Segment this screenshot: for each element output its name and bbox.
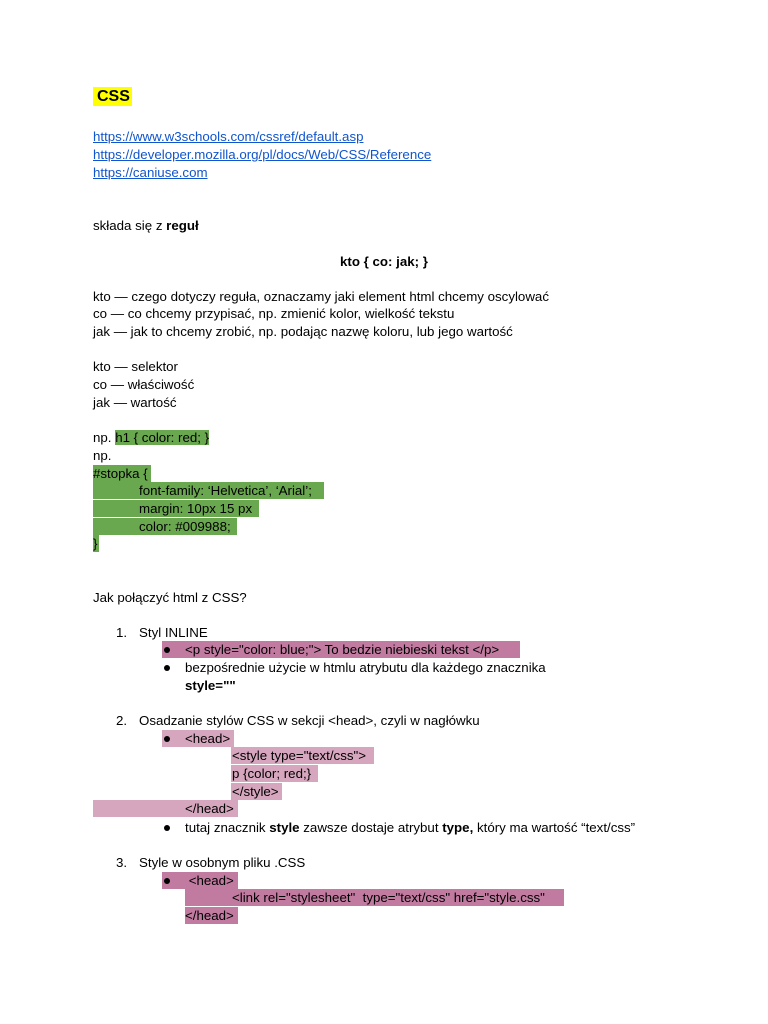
bullet-icon	[164, 647, 170, 653]
page-title: CSS	[93, 87, 132, 106]
method3-line-head-open: <head>	[185, 873, 234, 888]
definition-jak: jak — jak to chcemy zrobić, np. podając nazwę koloru, lub jego wartość	[93, 324, 513, 339]
method3-line-head-close: </head>	[185, 908, 234, 923]
method1-code: <p style="color: blue;"> To bedzie niebieski tekst </p>	[185, 642, 500, 657]
method3-title: Style w osobnym pliku .CSS	[139, 855, 306, 870]
method2-line-rule: p {color; red;}	[232, 766, 312, 781]
bullet-icon	[164, 825, 170, 831]
method1-note: bezpośrednie użycie w htmlu atrybutu dla każdego znacznika	[185, 660, 546, 675]
rule-formula: kto { co: jak; }	[340, 254, 428, 269]
bullet-icon	[164, 878, 170, 884]
example1-line: np. h1 { color: red; }	[93, 430, 210, 445]
intro-line: składa się z reguł	[93, 218, 199, 233]
example2-prop-font: font-family: ‘Helvetica’, ‘Arial’;	[139, 483, 312, 498]
term-kto: kto — selektor	[93, 359, 178, 374]
term-co: co — właściwość	[93, 377, 195, 392]
method1-title: Styl INLINE	[139, 625, 208, 640]
method2-line-head-open: <head>	[185, 731, 231, 746]
example2-prefix: np.	[93, 448, 112, 463]
method2-note: tutaj znacznik style zawsze dostaje atrybut type, który ma wartość “text/css”	[185, 820, 636, 835]
method3-number: 3.	[116, 855, 128, 870]
example2-prop-margin: margin: 10px 15 px	[139, 501, 253, 516]
term-jak: jak — wartość	[93, 395, 177, 410]
method2-line-style-close: </style>	[232, 784, 279, 799]
example2-close: }	[93, 536, 98, 551]
method3-line-link: <link rel="stylesheet" type="text/css" href="style.css"	[232, 890, 545, 905]
bullet-icon	[164, 736, 170, 742]
link-mdn[interactable]: https://developer.mozilla.org/pl/docs/Web/CSS/Reference	[93, 147, 432, 162]
link-caniuse[interactable]: https://caniuse.com	[93, 165, 208, 180]
definition-kto: kto — czego dotyczy reguła, oznaczamy jaki element html chcemy oscylować	[93, 289, 549, 304]
method2-title: Osadzanie stylów CSS w sekcji <head>, czyli w nagłówku	[139, 713, 480, 728]
definition-co: co — co chcemy przypisać, np. zmienić kolor, wielkość tekstu	[93, 306, 455, 321]
example2-selector: #stopka {	[93, 466, 148, 481]
example2-prop-color: color: #009988;	[139, 519, 231, 534]
section-question: Jak połączyć html z CSS?	[93, 590, 247, 605]
method1-note-bold: style=""	[185, 678, 236, 693]
method2-line-style-open: <style type="text/css">	[232, 748, 366, 763]
example1-code: h1 { color: red; }	[115, 430, 210, 445]
link-w3schools[interactable]: https://www.w3schools.com/cssref/default.asp	[93, 129, 364, 144]
bullet-icon	[164, 665, 170, 671]
method1-number: 1.	[116, 625, 128, 640]
method2-line-head-close: </head>	[185, 801, 234, 816]
method2-number: 2.	[116, 713, 128, 728]
